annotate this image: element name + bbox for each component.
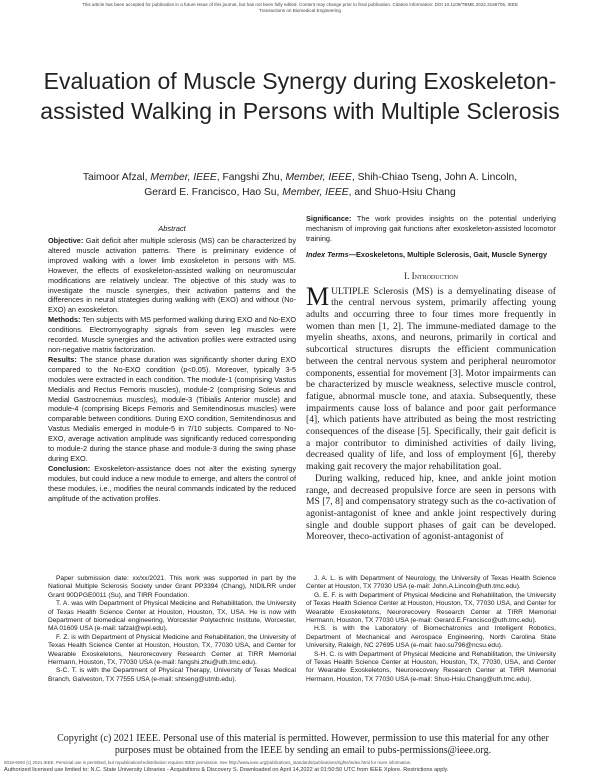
copyright-line2: purposes must be obtained from the IEEE by sending an email to pubs-permissions@ieee.org. bbox=[114, 745, 492, 756]
download-footer: Authorized licensed use limited to: N.C. State University Libraries - Acquisitions & Discovery S. Downloaded on April 14,2022 at 01:50:50 UTC from IEEE Xplore. Restrictions apply. bbox=[4, 767, 449, 773]
paper-title: Evaluation of Muscle Synergy during Exoskeleton-assisted Walking in Persons with Multiple Sclerosis bbox=[40, 68, 560, 124]
footnote: F. Z. is with Department of Physical Medicine and Rehabilitation, the University of Texas Health Science Center at Houston, Houston, TX, 77030 USA, and Center for Wearable Exoskeletons, Neurorecovery Research Center at TIRR Memorial Hermann, Houston, TX, 77030 USA (e-mail: fangshi.zhu@uth.tmc.edu). bbox=[48, 633, 296, 667]
author-role: Member, IEEE bbox=[282, 187, 349, 198]
footnotes-right bbox=[306, 575, 556, 684]
results-label: Results: bbox=[48, 354, 77, 364]
abstract-conclusion bbox=[48, 464, 296, 504]
conclusion-label: Conclusion: bbox=[48, 463, 91, 473]
results-text: The stance phase duration was significantly shorter during EXO compared to the No-EXO condition (p<0.05). Moreover, typically 3-5 modules were extracted in each condition. The module-1 (comprising Vastus Medialis and Rectus Femoris muscles), module-2 (comprising Soleus and Medial Gastrocnemius muscles), module-3 (Tibialis Anterior muscle) and module-4 (comprising Biceps Femoris and Semitendinosus muscles) were comparable between conditions. During EXO condition, Semitendinosus and Vastus Medialis emerged in module-5 in 7/10 subjects. Compared to No-EXO, average activation amplitude was significantly reduced corresponding to module-2 during the stance phase and module-3 during the swing phase during EXO. bbox=[48, 354, 296, 463]
abstract-methods bbox=[48, 315, 296, 355]
abstract-objective bbox=[48, 236, 296, 315]
intro-text-1: Sclerosis (MS) is a demyelinating disease of the central nervous system, primarily affecting young adults and occurring three to four times more frequently in women than men [1, 2]. The immune-mediated damage to the myelin sheaths, axons, and neurons, primarily in cortical and subcortical structures disrupts the efficient communication between the central nervous system and peripheral neuromotor components, essential for movement [3]. Motor impairments can be characterized by muscle weakness, selective muscle control, fatigue, abnormal muscle tone, and ataxia. Subsequently, these impairments cause loss of balance and poor gait performance [4], which patients have attributed as being the most restricting consequences of the disease [5]. Specifically, their gait deficit is a major contributor to diminished activities of daily living, decreased quality of life, and loss of employment [6], thereby making gait recovery the major rehabilitation goal. bbox=[306, 285, 556, 473]
footnote: J. A. L. is with Department of Neurology, the University of Texas Health Science Center at Houston, TX 77030 USA (e-mail: John.A.Lincoln@uth.tmc.edu). bbox=[306, 575, 556, 591]
footnote: G. E. F. is with Department of Physical Medicine and Rehabilitation, the University of Texas Health Science Center at Houston, Houston, TX, 77030 USA, and Center for Wearable Exoskeletons, Neurorecovery Research Center at TIRR Memorial Hermann, Houston, TX 77030 USA (e-mail: Gerard.E.Francisco@uth.tmc.edu). bbox=[306, 591, 556, 625]
abstract-results bbox=[48, 355, 296, 464]
author-name: Taimoor Afzal bbox=[82, 172, 145, 183]
author-name: Hao Su bbox=[242, 187, 277, 198]
conclusion-text: Exoskeleton-assistance does not alter the existing synergy modules, but could induce a new module to emerge, and alters the control of these modules, i.e., modifies the neural commands indicated by the reduced amplitude of the activation profiles. bbox=[48, 463, 297, 503]
methods-label: Methods: bbox=[48, 315, 81, 325]
significance-text: The work provides insights on the potential underlying mechanism of improving gait functions after exoskeleton-assisted locomotor training. bbox=[306, 214, 556, 243]
methods-text: Ten subjects with MS performed walking during EXO and No-EXO conditions. Electromyography signals from seven leg muscles were recorded. Muscle synergies and the activation profiles were extracted using non-negative matrix factorization. bbox=[48, 315, 296, 354]
footnote: S-H. C. is with Department of Physical Medicine and Rehabilitation, the University of Texas Health Science Center at Houston, Houston, TX, 77030, USA, and Center for Wearable Exoskeletons, Neurorecovery Research Center at TIRR Memorial Hermann, Houston, TX 77030 USA (e-mail: Shuo-Hsiu.Chang@uth.tmc.edu). bbox=[306, 650, 556, 683]
section-numeral: I. bbox=[404, 270, 410, 281]
footnote: T. A. was with Department of Physical Medicine and Rehabilitation, the University of Texas Health Science Center at Houston, Houston, TX, USA. He is now with Department of biomedical engineering, Worcester Polytechnic Institute, Worcester, MA 01609 USA (e-mail: tafzal@wpi.edu). bbox=[48, 600, 296, 633]
author-name: John A. Lincoln bbox=[444, 172, 515, 183]
objective-label: Objective: bbox=[48, 236, 84, 245]
author-name: Gerard E. Francisco bbox=[144, 187, 237, 198]
significance bbox=[306, 214, 556, 244]
copyright-notice bbox=[48, 733, 558, 757]
author-name: Shuo-Hsiu Chang bbox=[374, 187, 456, 198]
section-title: Introduction bbox=[411, 270, 458, 281]
author-name: Fangshi Zhu bbox=[222, 172, 280, 183]
abstract-section bbox=[48, 224, 296, 503]
copyright-line1: Copyright (c) 2021 IEEE. Personal use of this material is permitted. However, permission to use this material for any other bbox=[57, 733, 549, 744]
objective-text: Gait deficit after multiple sclerosis (MS) can be characterized by altered muscle activation patterns. There is preliminary evidence of improved walking with a lower limb exoskeleton in persons with MS. However, the effects of exoskeleton-assisted walking on neuromuscular modifications are relatively unclear. The objective of this study was to investigate the muscle synergies, their activation patterns and the differences in neural strategies during walking with (EXO) and without (No-EXO) an exoskeleton. bbox=[48, 236, 296, 315]
drop-cap: M bbox=[306, 281, 330, 311]
intro-paragraph-2: During walking, reduced hip, knee, and ankle joint motion range, and decreased propulsive force are seen in persons with MS [7, 8] and compensatory strategy such as the co-activation of agonist-antagonist of knee and ankle joint respectively during single and double support phases of gait can be developed. Moreover, theco-activation of agonist-antagonist of bbox=[306, 472, 556, 543]
index-terms-text: —Exoskeletons, Multiple Sclerosis, Gait, Muscle Synergy bbox=[348, 249, 548, 259]
journal-notice-line1: This article has been accepted for publication in a future issue of this journal, but has not been fully edited. Content may change prior to final publication. Citation information: DOI 10.1109/TBME.2022.3166705, IEEE bbox=[81, 2, 519, 7]
significance-label: Significance: bbox=[306, 214, 352, 223]
lead-word: ULTIPLE bbox=[331, 285, 370, 297]
right-column bbox=[306, 214, 556, 543]
author-role: Member, IEEE bbox=[285, 172, 352, 183]
index-terms-label: Index Terms bbox=[306, 249, 349, 259]
author-name: Shih-Chiao Tseng bbox=[357, 172, 439, 183]
abstract-heading: Abstract bbox=[158, 224, 186, 233]
index-terms bbox=[306, 250, 556, 260]
journal-notice bbox=[0, 2, 600, 14]
intro-paragraph-1 bbox=[306, 281, 556, 473]
footnote: S-C. T. is with the Department of Physical Therapy, University of Texas Medical Branch, Galveston, TX 77555 USA (e-mail: shtseng@utmb.edu). bbox=[48, 667, 296, 683]
author-list: Taimoor Afzal, Member, IEEE, Fangshi Zhu, Member, IEEE, Shih-Chiao Tseng, John A. Lincoln, Gerard E. Francisco, Hao Su, Member, IEEE, and Shuo-Hsiu Chang bbox=[82, 172, 518, 198]
footnotes-left bbox=[48, 575, 296, 684]
author-role: Member, IEEE bbox=[150, 172, 217, 183]
license-footer: 0018-9294 (c) 2021 IEEE. Personal use is permitted, but republication/redistribution requires IEEE permission. See http://www.ieee.org/publications_standards/publications/rights/index.html for more information. bbox=[4, 760, 412, 765]
footnote: Paper submission date: xx/xx/2021. This work was supported in part by the National Multiple Sclerosis Society under Grant PP3394 (Chang), NIDILRR under Grant 90DPGE0011 (Su), and TIRR Foundation. bbox=[48, 575, 296, 599]
footnote: H.S. is with the Laboratory of Biomechatronics and Intelligent Robotics, Department of Mechanical and Aerospace Engineering, North Carolina State University, Raleigh, NC 27695 USA (e-mail: hao.su796@ncsu.edu). bbox=[306, 625, 556, 650]
journal-notice-line2: Transactions on Biomedical Engineering bbox=[258, 8, 342, 13]
section-heading-introduction bbox=[306, 270, 556, 282]
